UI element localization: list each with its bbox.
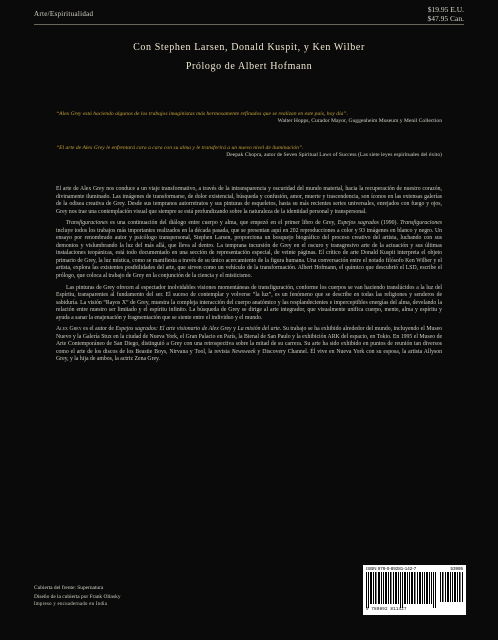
paragraph-paintings: Las pinturas de Grey ofrecen al espectador inolvidables visiones momentáneas de transfiguración, conforme los cuerpos se van haciendo translúcidos a la luz del Espíritu, transparentes al fundamento del ser. El suceso de contemplar y volverse “la luz”, es un fenómeno que se describe en todas las religiones y senderos de sabiduría. La visión “Rayos X” de Grey, muestra la compleja interacción del cuerpo anatómico y las resplandecientes e imperceptibles energías del alma, develando la relación entre nuestro ser limitado y el espíritu infinito. La búsqueda de Grey se dirige al arte integrador, que visualmente unifica cuerpo, mente, alma y espíritu y ayuda a sanar la enajenación y fragmentación que se siente entre el individuo y el mundo. — [56, 284, 442, 321]
description-body — [56, 186, 442, 368]
quote-text: “El arte de Alex Grey le enfrentará cara a cara con su alma y le transferirá a un nuevo nivel de iluminación”. — [56, 145, 304, 151]
quote-attribution: Walter Hopps, Curador Mayor, Guggenheim Museum y Menil Collection — [277, 118, 442, 125]
price-block — [428, 6, 464, 23]
cover-art-credit: Cubierta del frente: Supernatura — [34, 585, 104, 591]
barcode-price-code: 53995 — [450, 566, 463, 571]
quote-chopra — [56, 145, 442, 160]
cover-credits — [34, 584, 121, 610]
isbn-digits: 9 780892 811427 — [366, 608, 407, 612]
printing-credit: Impreso y encuadernado en India — [34, 602, 108, 607]
header-divider — [34, 24, 464, 25]
cover-design-credit: Diseño de la cubierta por Frank Olinsky — [34, 593, 121, 600]
isbn-barcode — [363, 565, 466, 615]
quote-attribution: Deepak Chopra, autor de Seven Spiritual Laws of Success (Las siete leyes espirituales del éxito) — [226, 152, 442, 159]
quote-text: “Alex Grey está haciendo algunos de los trabajos imaginistas más hermosamente refinados que se realizan en este país, hoy día”. — [56, 111, 348, 117]
barcode-bars-icon — [366, 572, 436, 608]
barcode-addon-icon — [440, 572, 463, 602]
price-can: $47.95 Can. — [427, 13, 464, 23]
paragraph-transfiguraciones: Transfiguraciones es una continuación del diálogo entre cuerpo y alma, que empezó en el primer libro de Grey, Espejos sagrados (1990). Transfiguraciones incluye todos los trabajos más importantes realizados en la década pasada, que se presentan aquí en 202 reproducciones a color y 93 imágenes en blanco y negro. Un ensayo por renombrado autor y psicólogo transpersonal, Stephen Larsen, proporciona un bosquejo biográfico del proceso creativo del artista, luchando con sus demonios y vislumbrando la luz del más allá, que lleva al dentro. La temprana incursión de Grey en el oscuro y transgresivo arte de la actuación y sus últimas instalaciones teopánicas, está todo documentado en una sección de representación especial, de veinte páginas. El crítico de arte Donald Kuspit interpreta el objeto primario de Grey, la luz mística, como se manifiesta a través de su único acercamiento de la figura humana. Una conversación entre el notado filósofo Ken Wilber y el artista, explora las existentes posibilidades del arte, que sirven como un vehículo de la transformación. Albert Hofmann, el químico que descubrió el LSD, escribe el prólogo, que coloca al trabajo de Grey en la conjunción de la ciencia y el misticismo. — [56, 220, 442, 280]
paragraph-author-bio: Alex Grey es el autor de Espejos sagrados: El arte visionario de Alex Grey y La misión del arte. Su trabajo se ha exhibido alrededor del mundo, incluyendo el Museo Nuevo y la Galería Stux en la ciudad de Nueva York, el Gran Palacio en París, la Bienal de San Paulo y la exhibición ARK del espacio, en Tokio. En 1995 el Museo de Arte Contemporáneo de San Diego, distinguió a Grey con una retrospectiva sobre la mitad de su carrera. Su arte ha sido exhibido en puntos de reunión tan diversos como el arte de los discos de los Beastie Boys, Nirvana y Tool, la revista Newsweek y Discovery Channel. Él vive en Nueva York con su esposa, la artista Allyson Grey, y la hija de ambos, la actriz Zena Grey. — [56, 326, 443, 363]
price-us: $19.95 E.U. — [427, 5, 464, 14]
paragraph-intro: El arte de Alex Grey nos conduce a un viaje transformativo, a través de la intransparencia y oscuridad del mundo material, hacia la recuperación de nuestro corazón, divinamente iluminado. Las imágenes de transformarse, de dolor existencial, búsqueda y confusión, amor, muerte y trascendencia, son íconos en las extensas galerías de la odisea creativa de Grey. Desde sus tempranos autorretratos y sus pinturas de esqueletos, hasta su más recientes series universales, enrejados con fuego y ojos, Grey nos trae una contemplación visual que siempre se está profundizando sobre la naturaleza de la identidad personal y transpersonal. — [56, 186, 442, 215]
contributors-line: Con Stephen Larsen, Donald Kuspit, y Ken Wilber — [133, 42, 365, 53]
isbn-label: ISBN 978-0-89281-142-7 — [366, 566, 417, 571]
quote-hopps — [56, 111, 442, 126]
foreword-line: Prólogo de Albert Hofmann — [185, 61, 313, 72]
category-label: Arte/Espiritualidad — [34, 10, 94, 18]
